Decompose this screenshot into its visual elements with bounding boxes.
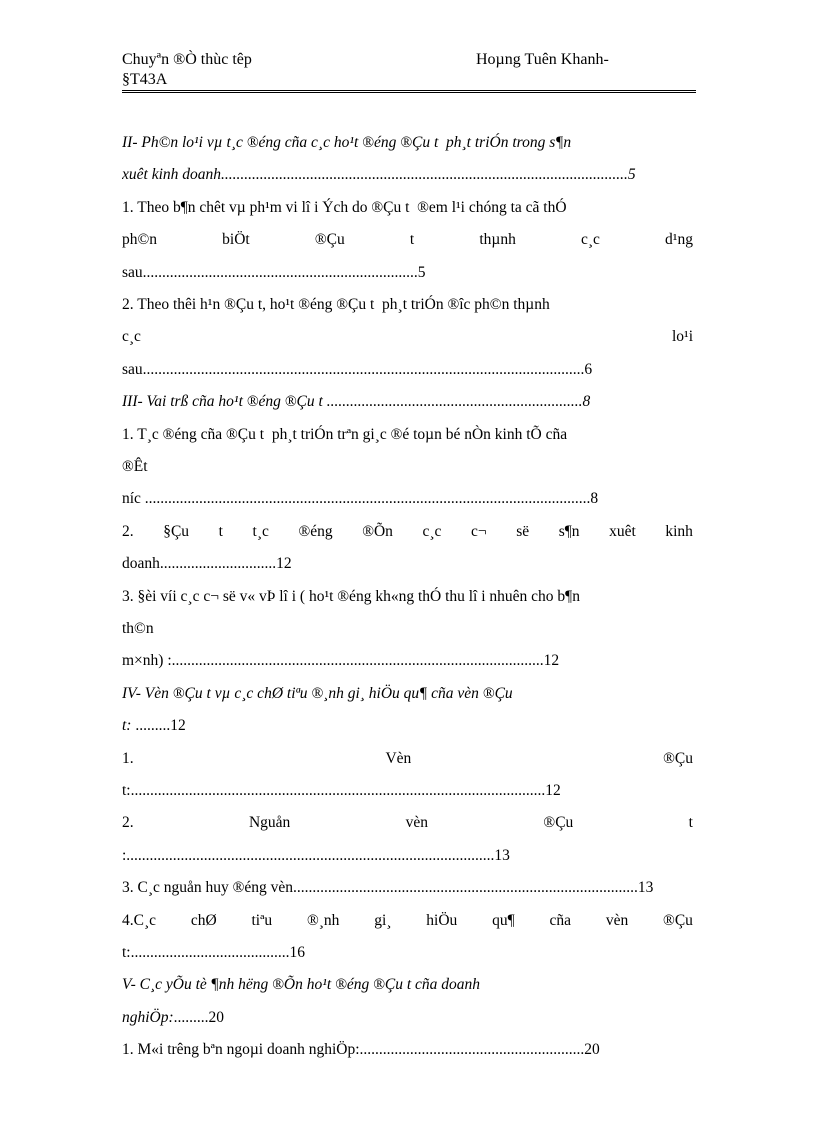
toc-word: c¸c <box>122 328 141 346</box>
toc-page-ref: .........20 <box>173 1008 225 1026</box>
toc-line <box>122 324 693 350</box>
toc-line: 1. Theo b¶n chêt vµ ph¹m vi lî i Ých do ®Çu t ®em l¹i chóng ta cã thÓ <box>122 198 567 216</box>
toc-line: xuêt kinh doanh.........................................................................................................5 <box>122 166 636 184</box>
toc-line: :...............................................................................................13 <box>122 846 510 864</box>
toc-line: doanh..............................12 <box>122 555 292 573</box>
toc-word: 2. <box>122 522 134 540</box>
toc-line: 1. T¸c ®éng cña ®Çu t ph¸t triÓn trªn gi¸c ®é toµn bé nÒn kinh tÕ cña <box>122 425 568 443</box>
toc-word: t <box>409 231 415 249</box>
toc-word: së <box>516 522 530 540</box>
toc-word: s¶n <box>558 522 580 540</box>
toc-italic-part: t: <box>122 717 132 735</box>
header-left <box>122 50 252 90</box>
toc-word: kinh <box>665 522 693 540</box>
toc-line <box>122 746 693 772</box>
toc-line <box>122 227 693 253</box>
toc-word: vèn <box>405 814 429 832</box>
toc-word: ®Çu <box>663 749 693 767</box>
toc-word: 2. <box>122 814 134 832</box>
toc-word: ®Çu <box>543 814 574 832</box>
toc-word: c¬ <box>471 522 487 540</box>
header-author: Hoµng Tuên Khanh- <box>476 51 609 68</box>
toc-line: m×nh) :................................................................................................12 <box>122 652 560 670</box>
toc-word: d¹ng <box>665 231 693 249</box>
toc-word: biÖt <box>222 231 250 249</box>
toc-line: III- Vai trß cña ho¹t ®éng ®Çu t ..................................................................8 <box>122 393 591 411</box>
toc-line <box>122 713 693 739</box>
toc-page-ref: .........12 <box>131 717 186 735</box>
toc-word: 4.C¸c <box>122 911 157 929</box>
toc-word: Vèn <box>385 749 412 767</box>
toc-word: tiªu <box>251 911 273 929</box>
toc-line: 1. M«i trêng bªn ngoµi doanh nghiÖp:..........................................................20 <box>122 1041 600 1059</box>
toc-word: thµnh <box>479 231 516 249</box>
toc-line <box>122 1005 693 1031</box>
toc-word: ®¸nh <box>306 911 340 929</box>
toc-word: §Çu <box>163 522 190 540</box>
toc-line: V- C¸c yÕu tè ¶nh hëng ®Õn ho¹t ®éng ®Çu t cña doanh <box>122 976 481 994</box>
toc-word: chØ <box>190 911 217 929</box>
toc-word: ®Õn <box>362 522 393 540</box>
toc-line: t:...........................................................................................................12 <box>122 782 561 799</box>
page-header <box>122 50 696 93</box>
toc-word: t <box>688 814 693 832</box>
toc-line: t:.........................................16 <box>122 944 305 961</box>
toc-word: 1. <box>122 749 134 767</box>
header-class: §T43A <box>122 71 168 88</box>
toc-word: vèn <box>605 911 629 929</box>
toc-word: t¸c <box>252 522 269 540</box>
toc-word: ®Çu <box>663 911 693 929</box>
toc-line <box>122 810 693 836</box>
header-title: Chuyªn ®Ò thùc têp <box>122 51 252 68</box>
toc-word: t <box>218 522 223 540</box>
toc-line: 3. C¸c nguån huy ®éng vèn.........................................................................................13 <box>122 879 654 897</box>
toc-word: cña <box>549 911 571 929</box>
toc-line: th©n <box>122 620 154 637</box>
toc-word: lo¹i <box>671 328 693 346</box>
toc-line: IV- Vèn ®Çu t vµ c¸c chØ tiªu ®¸nh gi¸ hiÖu qu¶ cña vèn ®Çu <box>122 684 513 702</box>
toc-word: ®éng <box>298 522 333 540</box>
toc-line: 3. §èi víi c¸c c¬ së v« vÞ lî i ( ho¹t ®éng kh«ng thÓ thu lî i nhuên cho b¶n <box>122 587 580 605</box>
toc-line: sau.......................................................................5 <box>122 263 426 281</box>
toc-word: qu¶ <box>492 911 515 929</box>
toc-italic-part: nghiÖp: <box>122 1008 174 1026</box>
toc-word: c¸c <box>580 231 600 249</box>
toc-word: xuêt <box>609 522 636 540</box>
toc-line <box>122 519 693 545</box>
toc-line: níc ...................................................................................................................8 <box>122 490 599 508</box>
toc-word: Nguån <box>248 814 291 832</box>
toc-word: gi¸ <box>374 911 392 929</box>
toc-word: ph©n <box>122 231 158 249</box>
toc-line: 2. Theo thêi h¹n ®Çu t, ho¹t ®éng ®Çu t ph¸t triÓn ®îc ph©n thµnh <box>122 296 550 313</box>
toc-word: hiÖu <box>426 911 458 929</box>
toc-word: c¸c <box>422 522 442 540</box>
toc-word: ®Çu <box>314 231 345 249</box>
toc-line: II- Ph©n lo¹i vµ t¸c ®éng cña c¸c ho¹t ®éng ®Çu t ph¸t triÓn trong s¶n <box>122 134 572 151</box>
toc-line: sau..................................................................................................................6 <box>122 360 593 378</box>
toc-line: ®Êt <box>122 458 148 475</box>
toc-line <box>122 908 693 934</box>
